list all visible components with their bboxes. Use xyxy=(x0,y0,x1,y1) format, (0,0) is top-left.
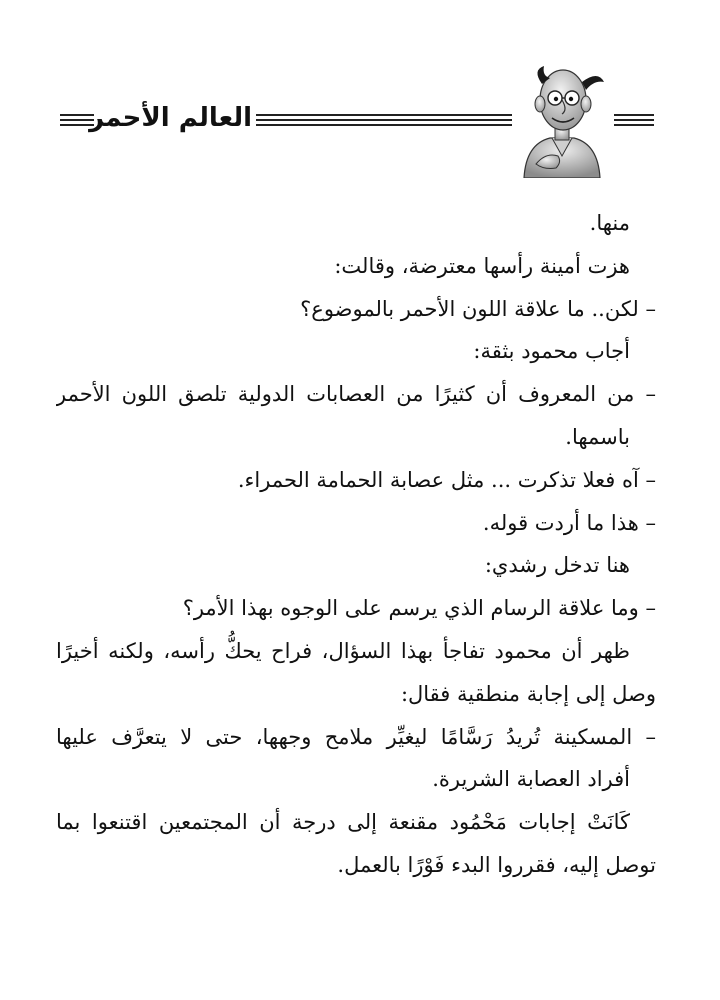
text-line: – آه فعلا تذكرت ... مثل عصابة الحمامة الحمراء. xyxy=(237,467,656,492)
text-line: أجاب محمود بثقة: xyxy=(473,339,630,364)
header-rule-left xyxy=(60,114,94,126)
text-line: توصل إليه، فقرروا البدء فَوْرًا بالعمل. xyxy=(337,852,656,877)
header-rule-right xyxy=(614,114,654,126)
text-line: هنا تدخل رشدي: xyxy=(484,553,630,578)
text-line: وصل إلى إجابة منطقية فقال: xyxy=(400,681,656,706)
body-text xyxy=(56,202,656,887)
page-header xyxy=(0,60,720,190)
mascot-character-illustration xyxy=(512,60,612,178)
text-line: – هذا ما أردت قوله. xyxy=(482,510,656,535)
text-line: منها. xyxy=(589,211,630,235)
text-line: باسمها. xyxy=(565,424,630,449)
text-line: كَانَتْ إجابات مَحْمُود مقنعة إلى درجة أن المجتمعين اقتنعوا بما xyxy=(56,810,630,835)
text-line: أفراد العصابة الشريرة. xyxy=(432,767,630,792)
text-line: هزت أمينة رأسها معترضة، وقالت: xyxy=(334,253,630,278)
text-line: – لكن.. ما علاقة اللون الأحمر بالموضوع؟ xyxy=(300,296,656,321)
text-line: ظهر أن محمود تفاجأ بهذا السؤال، فراح يحكُّ رأسه، ولكنه أخيرًا xyxy=(56,638,630,663)
text-line: – من المعروف أن كثيرًا من العصابات الدولية تلصق اللون الأحمر xyxy=(56,382,656,407)
chapter-title: العالم الأحمر xyxy=(89,103,252,133)
header-rule-middle xyxy=(256,114,512,126)
text-line: – وما علاقة الرسام الذي يرسم على الوجوه بهذا الأمر؟ xyxy=(182,596,656,621)
text-line: – المسكينة تُريدُ رَسَّامًا ليغيِّر ملامح وجهها، حتى لا يتعرَّف عليها xyxy=(56,724,656,749)
